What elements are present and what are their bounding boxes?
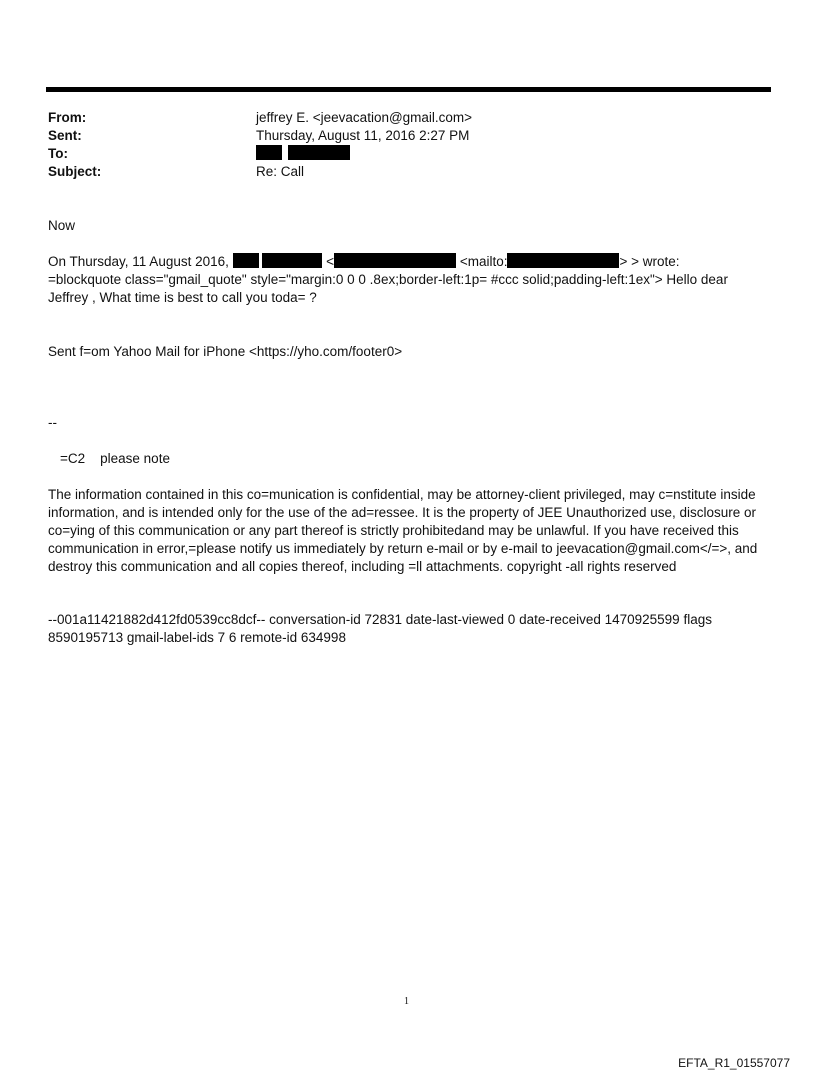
- note-line: =C2 please note: [60, 451, 170, 466]
- quote-attribution: [48, 253, 783, 271]
- quote-mailto: <mailto:: [459, 254, 508, 269]
- page-number: 1: [404, 996, 409, 1007]
- from-label: From:: [48, 110, 87, 125]
- sent-from-line: Sent f=om Yahoo Mail for iPhone <https://yho.com/footer0>: [48, 344, 403, 359]
- redaction-block: [288, 145, 350, 160]
- quote-lt: <: [326, 254, 335, 269]
- quote-prefix: On Thursday, 11 August 2016,: [48, 254, 229, 269]
- to-label: To:: [48, 146, 68, 161]
- subject-value: Re: Call: [256, 164, 305, 179]
- sent-label: Sent:: [48, 128, 82, 143]
- redaction-block: [507, 253, 619, 268]
- reply-text: Now: [48, 218, 76, 233]
- redaction-block: [334, 253, 456, 268]
- message-metadata: --001a11421882d412fd0539cc8dcf-- conversation-id 72831 date-last-viewed 0 date-received 1470925599 flags 8590195713 gmail-label-ids 7 6 remote-id 634998: [48, 612, 712, 645]
- redaction-block: [256, 145, 282, 160]
- redaction-block: [233, 253, 259, 268]
- signature-separator: --: [48, 415, 57, 430]
- quote-line-2: =blockquote class="gmail_quote" style="margin:0 0 0 .8ex;border-left:1p= #ccc solid;padding-left:1ex"> Hello dear: [48, 272, 728, 287]
- from-value: jeffrey E. <jeevacation@gmail.com>: [256, 110, 473, 125]
- redaction-block: [262, 253, 322, 268]
- bates-number: EFTA_R1_01557077: [678, 1056, 790, 1070]
- quote-end: > > wrote:: [619, 254, 680, 269]
- subject-label: Subject:: [48, 164, 102, 179]
- to-value: [256, 145, 350, 163]
- disclaimer: The information contained in this co=munication is confidential, may be attorney-client privileged, may c=nstitute inside information, and is intended only for the use of the ad=ressee. It is the property of JEE Unauthorized use, disclosure or co=ying of this communication or any part thereof is strictly prohibitedand may be unlawful. If you have received this communication in error,=please notify us immediately by return e-mail or by e-mail to jeevacation@gmail.com</=>, and destroy this communication and all copies thereof, including =ll attachments. copyright -all rights reserved: [48, 487, 758, 574]
- sent-value: Thursday, August 11, 2016 2:27 PM: [256, 128, 470, 143]
- quote-line-3: Jeffrey , What time is best to call you toda= ?: [48, 290, 317, 305]
- header-rule: [46, 87, 771, 92]
